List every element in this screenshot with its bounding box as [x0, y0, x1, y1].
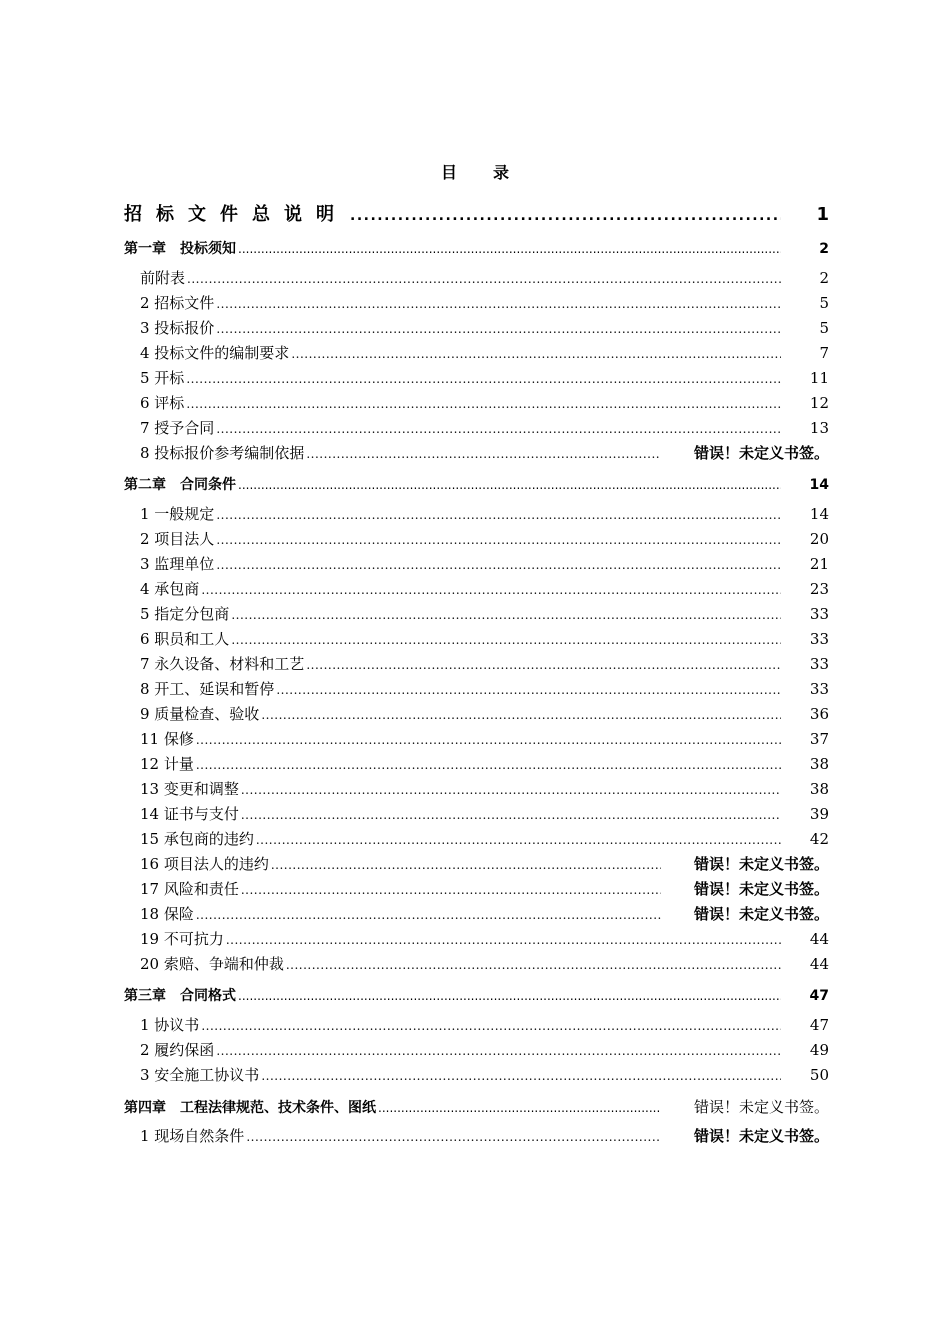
- toc-entry-error-ref: 错误！未定义书签。: [693, 880, 829, 898]
- toc-entry-page: 12: [809, 394, 829, 412]
- dot-leader: [216, 292, 781, 317]
- dot-leader: [231, 628, 781, 653]
- dot-leader: [226, 928, 781, 953]
- dot-leader: [241, 778, 781, 803]
- toc-item-row[interactable]: [124, 602, 829, 627]
- toc-item-row[interactable]: [124, 341, 829, 366]
- toc-item-row[interactable]: [124, 1038, 829, 1063]
- dot-leader: [276, 678, 781, 703]
- toc-item-row[interactable]: [124, 502, 829, 527]
- toc-entry-page: 44: [809, 930, 829, 948]
- dot-leader: [286, 953, 781, 978]
- toc-entry-page: 2: [819, 269, 829, 287]
- toc-entry-error-ref: 错误！未定义书签。: [693, 444, 829, 462]
- toc-item-row[interactable]: [124, 1063, 829, 1088]
- dot-leader: [271, 853, 661, 878]
- toc-entry-label: 12 计量: [140, 755, 194, 773]
- toc-entry-label: 第三章 合同格式: [124, 988, 236, 1004]
- toc-entry-label: 前附表: [140, 269, 186, 287]
- toc-chapter-row[interactable]: [124, 1094, 829, 1120]
- toc-entry-page: 20: [809, 530, 829, 548]
- toc-entry-page: 37: [809, 730, 829, 748]
- toc-entry-label: 3 安全施工协议书: [140, 1066, 260, 1084]
- toc-title-char-1: 目: [440, 163, 457, 182]
- toc-entry-page: 33: [809, 630, 829, 648]
- toc-item-row[interactable]: [124, 727, 829, 752]
- toc-entry-page: 38: [809, 755, 829, 773]
- dot-leader: [231, 603, 781, 628]
- dot-leader: [238, 472, 781, 498]
- toc-entry-page: 49: [809, 1041, 829, 1059]
- toc-item-row[interactable]: [124, 827, 829, 852]
- toc-item-row[interactable]: [124, 752, 829, 777]
- toc-entry-label: 第一章 投标须知: [124, 241, 236, 257]
- toc-entry-label: 18 保险: [140, 905, 194, 923]
- toc-item-row[interactable]: [124, 652, 829, 677]
- toc-entry-page: 2: [819, 241, 829, 257]
- toc-item-row[interactable]: [124, 777, 829, 802]
- dot-leader: [216, 503, 781, 528]
- toc-entry-label: 15 承包商的违约: [140, 830, 254, 848]
- toc-item-row[interactable]: [124, 852, 829, 877]
- toc-item-row[interactable]: [124, 316, 829, 341]
- toc-entry-label: 1 协议书: [140, 1016, 200, 1034]
- toc-item-row[interactable]: [124, 1124, 829, 1149]
- toc-entry-page: 50: [809, 1066, 829, 1084]
- toc-entry-label: 第四章 工程法律规范、技术条件、图纸: [124, 1100, 376, 1116]
- toc-entry-page: 23: [809, 580, 829, 598]
- toc-entry-page: 7: [819, 344, 829, 362]
- dot-leader: [378, 1095, 661, 1121]
- toc-item-row[interactable]: [124, 1013, 829, 1038]
- toc-entry-label: 11 保修: [140, 730, 194, 748]
- toc-entry-label: 8 开工、延误和暂停: [140, 680, 275, 698]
- dot-leader: [238, 983, 781, 1009]
- toc-entry-label: 2 项目法人: [140, 530, 215, 548]
- toc-entry-label: 6 评标: [140, 394, 185, 412]
- toc-entry-error-ref: 错误！未定义书签。: [693, 1127, 829, 1145]
- dot-leader: [196, 753, 781, 778]
- toc-entry-label: 5 指定分包商: [140, 605, 230, 623]
- toc-entry-page: 11: [809, 369, 829, 387]
- toc-item-row[interactable]: [124, 877, 829, 902]
- toc-main-entry[interactable]: [124, 200, 829, 230]
- toc-item-row[interactable]: [124, 527, 829, 552]
- toc-entry-page: 47: [809, 988, 829, 1004]
- toc-entry-label: 第二章 合同条件: [124, 477, 236, 493]
- table-of-contents: [124, 200, 829, 1149]
- toc-entry-label: 5 开标: [140, 369, 185, 387]
- toc-item-row[interactable]: [124, 291, 829, 316]
- dot-leader: [216, 417, 781, 442]
- toc-entry-label: 3 投标报价: [140, 319, 215, 337]
- dot-leader: [216, 317, 781, 342]
- dot-leader: [186, 392, 781, 417]
- dot-leader: [306, 442, 661, 467]
- toc-item-row[interactable]: [124, 366, 829, 391]
- toc-item-row[interactable]: [124, 552, 829, 577]
- toc-chapter-row[interactable]: [124, 236, 829, 262]
- toc-entry-label: 1 现场自然条件: [140, 1127, 245, 1145]
- toc-entry-page: 36: [809, 705, 829, 723]
- dot-leader: [241, 878, 661, 903]
- toc-chapter-row[interactable]: [124, 472, 829, 498]
- toc-entry-label: 2 招标文件: [140, 294, 215, 312]
- toc-entry-page: 39: [809, 805, 829, 823]
- dot-leader: [256, 828, 781, 853]
- toc-entry-label: 6 职员和工人: [140, 630, 230, 648]
- toc-entry-label: 13 变更和调整: [140, 780, 239, 798]
- toc-item-row[interactable]: [124, 802, 829, 827]
- toc-entry-label: 14 证书与支付: [140, 805, 239, 823]
- toc-entry-page: 44: [809, 955, 829, 973]
- toc-entry-page: 13: [809, 419, 829, 437]
- toc-entry-error-ref: 错误！未定义书签。: [693, 1098, 829, 1116]
- toc-entry-page: 5: [819, 319, 829, 337]
- dot-leader: [201, 1014, 781, 1039]
- toc-entry-label: 9 质量检查、验收: [140, 705, 260, 723]
- toc-item-row[interactable]: [124, 627, 829, 652]
- toc-entry-error-ref: 错误！未定义书签。: [693, 855, 829, 873]
- toc-entry-label: 16 项目法人的违约: [140, 855, 269, 873]
- toc-item-row[interactable]: [124, 927, 829, 952]
- dot-leader: [261, 1064, 781, 1089]
- toc-item-row[interactable]: [124, 702, 829, 727]
- toc-entry-page: 33: [809, 605, 829, 623]
- toc-entry-page: 42: [809, 830, 829, 848]
- toc-entry-label: 3 监理单位: [140, 555, 215, 573]
- toc-entry-page: 14: [809, 477, 829, 493]
- dot-leader: [241, 803, 781, 828]
- dot-leader: [187, 267, 781, 292]
- dot-leader: [216, 553, 781, 578]
- toc-item-row[interactable]: [124, 416, 829, 441]
- toc-title: [0, 160, 950, 183]
- toc-entry-page: 38: [809, 780, 829, 798]
- dot-leader: [291, 342, 781, 367]
- toc-entry-label: 4 承包商: [140, 580, 200, 598]
- toc-entry-page: 21: [809, 555, 829, 573]
- toc-chapter-row[interactable]: [124, 983, 829, 1009]
- toc-entry-label: 7 永久设备、材料和工艺: [140, 655, 305, 673]
- toc-item-row[interactable]: [124, 266, 829, 291]
- toc-entry-page: 47: [809, 1016, 829, 1034]
- toc-entry-page: 33: [809, 680, 829, 698]
- dot-leader: [216, 528, 781, 553]
- toc-title-char-2: 录: [493, 163, 510, 182]
- toc-item-row[interactable]: [124, 441, 829, 466]
- dot-leader: [196, 728, 781, 753]
- dot-leader: [238, 236, 781, 262]
- dot-leader: [350, 201, 781, 231]
- toc-entry-page: 1: [816, 204, 829, 225]
- toc-entry-page: 33: [809, 655, 829, 673]
- toc-item-row[interactable]: [124, 577, 829, 602]
- toc-entry-label: 1 一般规定: [140, 505, 215, 523]
- toc-chapters: [124, 236, 829, 1149]
- toc-entry-label: 2 履约保函: [140, 1041, 215, 1059]
- dot-leader: [246, 1125, 661, 1150]
- toc-entry-label: 4 投标文件的编制要求: [140, 344, 290, 362]
- dot-leader: [186, 367, 781, 392]
- toc-entry-label: 7 授予合同: [140, 419, 215, 437]
- toc-item-row[interactable]: [124, 952, 829, 977]
- toc-entry-label: 20 索赔、争端和仲裁: [140, 955, 284, 973]
- toc-item-row[interactable]: [124, 391, 829, 416]
- toc-item-row[interactable]: [124, 677, 829, 702]
- toc-entry-page: 5: [819, 294, 829, 312]
- toc-entry-label: 招标文件总说明: [124, 204, 348, 225]
- dot-leader: [201, 578, 781, 603]
- dot-leader: [261, 703, 781, 728]
- dot-leader: [306, 653, 781, 678]
- toc-entry-label: 8 投标报价参考编制依据: [140, 444, 305, 462]
- toc-entry-label: 19 不可抗力: [140, 930, 224, 948]
- dot-leader: [216, 1039, 781, 1064]
- toc-entry-label: 17 风险和责任: [140, 880, 239, 898]
- toc-item-row[interactable]: [124, 902, 829, 927]
- dot-leader: [196, 903, 661, 928]
- toc-entry-page: 14: [809, 505, 829, 523]
- toc-entry-error-ref: 错误！未定义书签。: [693, 905, 829, 923]
